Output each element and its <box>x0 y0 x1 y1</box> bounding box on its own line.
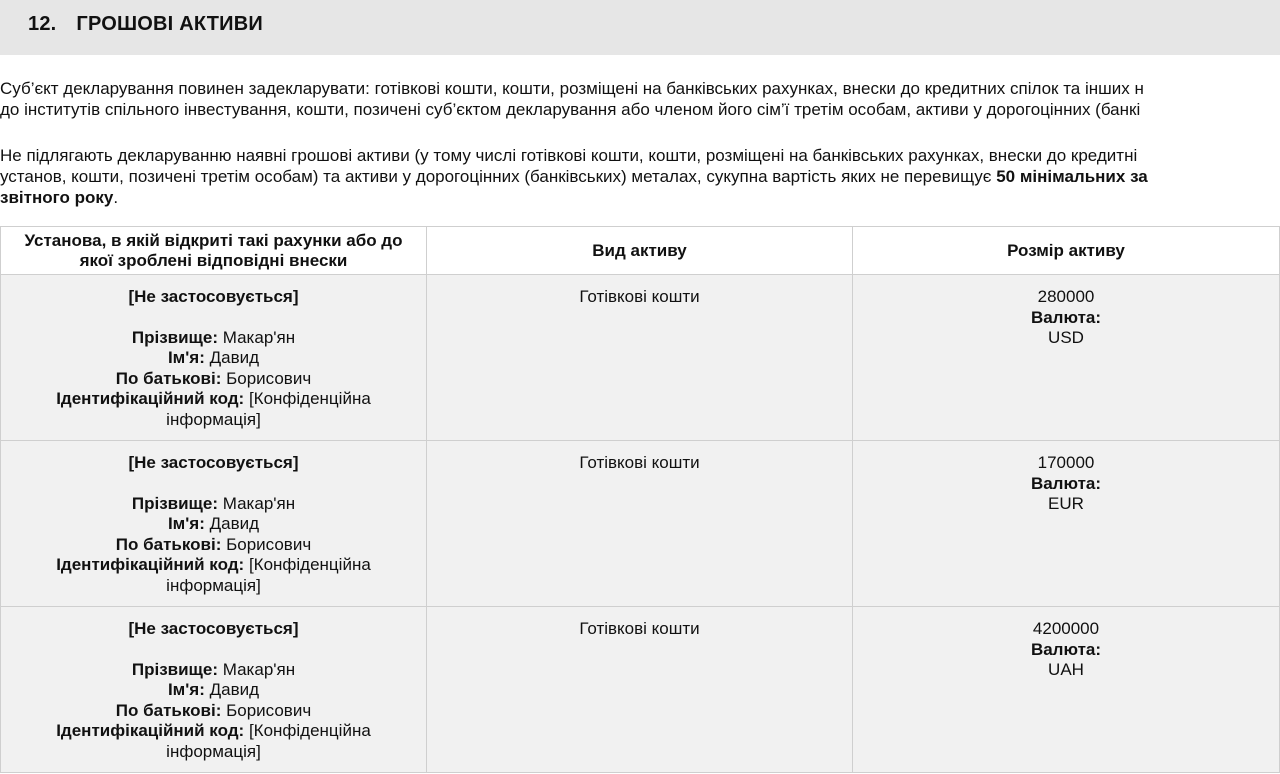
asset-type-cell <box>427 607 853 773</box>
id-code-label: Ідентифікаційний код: <box>56 721 245 740</box>
paragraph-line: Суб’єкт декларування повинен задекларувати: готівкові кошти, кошти, розміщені на банківських рахунках, внески до кредитних спілок та інших н <box>0 79 1144 98</box>
section-title-text: ГРОШОВІ АКТИВИ <box>76 13 263 35</box>
table-row <box>1 275 1280 441</box>
section-header <box>0 0 1280 55</box>
patronymic-label: По батькові: <box>115 534 222 554</box>
asset-type-cell <box>427 441 853 607</box>
id-code-value: [Конфіденційна <box>248 721 371 740</box>
asset-type-value: Готівкові кошти <box>579 453 700 472</box>
name-value: Давид <box>209 680 260 699</box>
name-value: Давид <box>209 348 260 367</box>
institution-value: [Не застосовується] <box>128 453 299 472</box>
paragraph-line: Не підлягають декларуванню наявні грошові активи (у тому числі готівкові кошти, кошти, розміщені на банківських рахунках, внески до кредитні <box>0 146 1138 165</box>
institution-cell <box>1 607 427 773</box>
id-code-line <box>7 555 420 576</box>
id-code-line-continued: інформація] <box>166 741 261 761</box>
amount-value: 4200000 <box>1032 619 1100 638</box>
patronymic-line <box>7 535 420 556</box>
paragraph-text: . <box>113 188 119 207</box>
id-code-line-continued: інформація] <box>166 409 261 429</box>
section-number: 12. <box>28 13 57 35</box>
id-code-value: [Конфіденційна <box>248 389 371 408</box>
name-line <box>7 348 420 369</box>
name-label: Ім'я: <box>167 348 205 367</box>
institution-value: [Не застосовується] <box>128 287 299 306</box>
name-label: Ім'я: <box>167 680 205 699</box>
asset-size-cell <box>853 607 1280 773</box>
institution-value: [Не застосовується] <box>128 619 299 638</box>
paragraph-text: установ, кошти, позичені третім особам) та активи у дорогоцінних (банківських) металах, сукупна вартість яких не перевищує <box>0 167 997 186</box>
monetary-assets-table <box>0 226 1280 773</box>
column-header-asset-size: Розмір активу <box>853 227 1280 275</box>
asset-size-cell <box>853 441 1280 607</box>
amount-value: 170000 <box>1037 453 1095 472</box>
declaration-requirement-paragraph <box>0 78 1280 120</box>
surname-label: Прізвище: <box>131 327 219 347</box>
name-label: Ім'я: <box>167 514 205 533</box>
patronymic-value: Борисович <box>226 534 312 554</box>
id-code-label: Ідентифікаційний код: <box>56 389 245 408</box>
surname-line <box>7 494 420 515</box>
patronymic-value: Борисович <box>226 368 312 388</box>
surname-label: Прізвище: <box>131 659 219 679</box>
name-value: Давид <box>209 514 260 533</box>
surname-line <box>7 328 420 349</box>
id-code-label: Ідентифікаційний код: <box>56 555 245 574</box>
currency-value: EUR <box>1048 494 1084 513</box>
paragraph-line: до інститутів спільного інвестування, кошти, позичені суб’єктом декларування або членом його сім’ї третім особам, активи у дорогоцінних (банкі <box>0 100 1141 119</box>
institution-cell <box>1 441 427 607</box>
asset-size-cell <box>853 275 1280 441</box>
section-title <box>28 13 263 36</box>
id-code-value: [Конфіденційна <box>248 555 371 574</box>
column-header-asset-type: Вид активу <box>427 227 853 275</box>
id-code-line <box>7 389 420 410</box>
currency-value: UAH <box>1048 660 1084 679</box>
id-code-line-continued: інформація] <box>166 575 261 595</box>
exemption-paragraph <box>0 145 1280 208</box>
currency-label: Валюта: <box>1030 307 1102 327</box>
surname-value: Макар'ян <box>222 493 296 513</box>
patronymic-label: По батькові: <box>115 700 222 720</box>
table-header-row <box>1 227 1280 275</box>
patronymic-label: По батькові: <box>115 368 222 388</box>
asset-type-cell <box>427 275 853 441</box>
amount-value: 280000 <box>1037 287 1095 306</box>
paragraph-emphasis: 50 мінімальних за <box>996 167 1148 186</box>
column-header-institution: Установа, в якій відкриті такі рахунки або до якої зроблені відповідні внески <box>1 227 427 275</box>
patronymic-value: Борисович <box>226 700 312 720</box>
institution-cell <box>1 275 427 441</box>
table-row <box>1 607 1280 773</box>
currency-value: USD <box>1048 328 1084 347</box>
name-line <box>7 680 420 701</box>
paragraph-line <box>0 187 1280 208</box>
surname-line <box>7 660 420 681</box>
name-line <box>7 514 420 535</box>
paragraph-line <box>0 166 1280 187</box>
surname-value: Макар'ян <box>222 327 296 347</box>
table-row <box>1 441 1280 607</box>
currency-label: Валюта: <box>1030 639 1102 659</box>
patronymic-line <box>7 701 420 722</box>
currency-label: Валюта: <box>1030 473 1102 493</box>
paragraph-emphasis: звітного року <box>0 188 114 207</box>
patronymic-line <box>7 369 420 390</box>
surname-value: Макар'ян <box>222 659 296 679</box>
id-code-line <box>7 721 420 742</box>
asset-type-value: Готівкові кошти <box>579 619 700 638</box>
surname-label: Прізвище: <box>131 493 219 513</box>
asset-type-value: Готівкові кошти <box>579 287 700 306</box>
